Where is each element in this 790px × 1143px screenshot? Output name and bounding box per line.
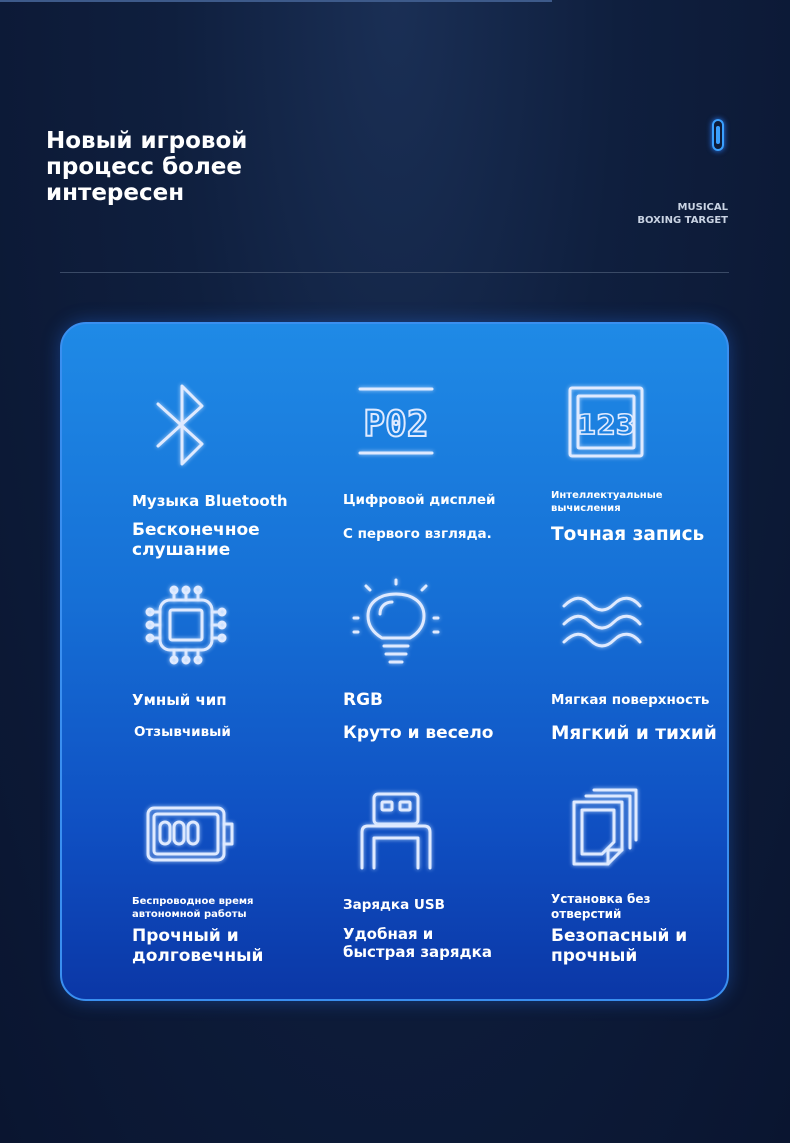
counter-123-icon [568, 386, 644, 458]
counter-readout: 123 [576, 408, 636, 441]
feature-title-display: Цифровой дисплей [343, 492, 496, 508]
feature-subtitle-display: С первого взгляда. [343, 526, 492, 542]
feature-subtitle-mount: Безопасный и прочный [551, 926, 688, 966]
feature-title-bluetooth: Музыка Bluetooth [132, 492, 288, 510]
top-accent-line [0, 0, 552, 2]
feature-subtitle-usb: Удобная и быстрая зарядка [343, 925, 492, 961]
scroll-indicator-icon [712, 119, 724, 151]
display-readout: P02 [363, 404, 429, 445]
feature-subtitle-battery: Прочный и долговечный [132, 926, 264, 966]
lightbulb-icon [354, 582, 438, 666]
feature-subtitle-bluetooth: Бесконечное слушание [132, 520, 260, 560]
feature-title-calc: Интеллектуальные вычисления [551, 490, 663, 514]
feature-subtitle-calc: Точная запись [551, 524, 705, 545]
brand-label [637, 201, 728, 227]
feature-title-chip: Умный чип [132, 691, 227, 709]
features-panel [60, 322, 729, 1001]
bluetooth-icon [152, 380, 216, 470]
digital-display-icon [358, 386, 434, 458]
feature-title-rgb: RGB [343, 690, 384, 710]
page-title: Новый игровой процесс более интересен [46, 128, 248, 206]
feature-title-battery: Беспроводное время автономной работы [132, 896, 254, 920]
divider [60, 272, 729, 273]
brand-line-2: BOXING TARGET [637, 215, 728, 226]
feature-title-usb: Зарядка USB [343, 897, 445, 913]
feature-title-mount: Установка без отверстий [551, 892, 651, 921]
feature-subtitle-surface: Мягкий и тихий [551, 723, 717, 744]
battery-icon [146, 806, 236, 862]
feature-title-surface: Мягкая поверхность [551, 692, 710, 708]
chip-icon [146, 586, 226, 664]
usb-icon [360, 792, 432, 872]
feature-subtitle-rgb: Круто и весело [343, 723, 494, 743]
waves-icon [562, 596, 642, 652]
sticker-icon [572, 790, 642, 868]
brand-line-1: MUSICAL [677, 202, 728, 213]
feature-subtitle-chip: Отзывчивый [134, 724, 231, 740]
